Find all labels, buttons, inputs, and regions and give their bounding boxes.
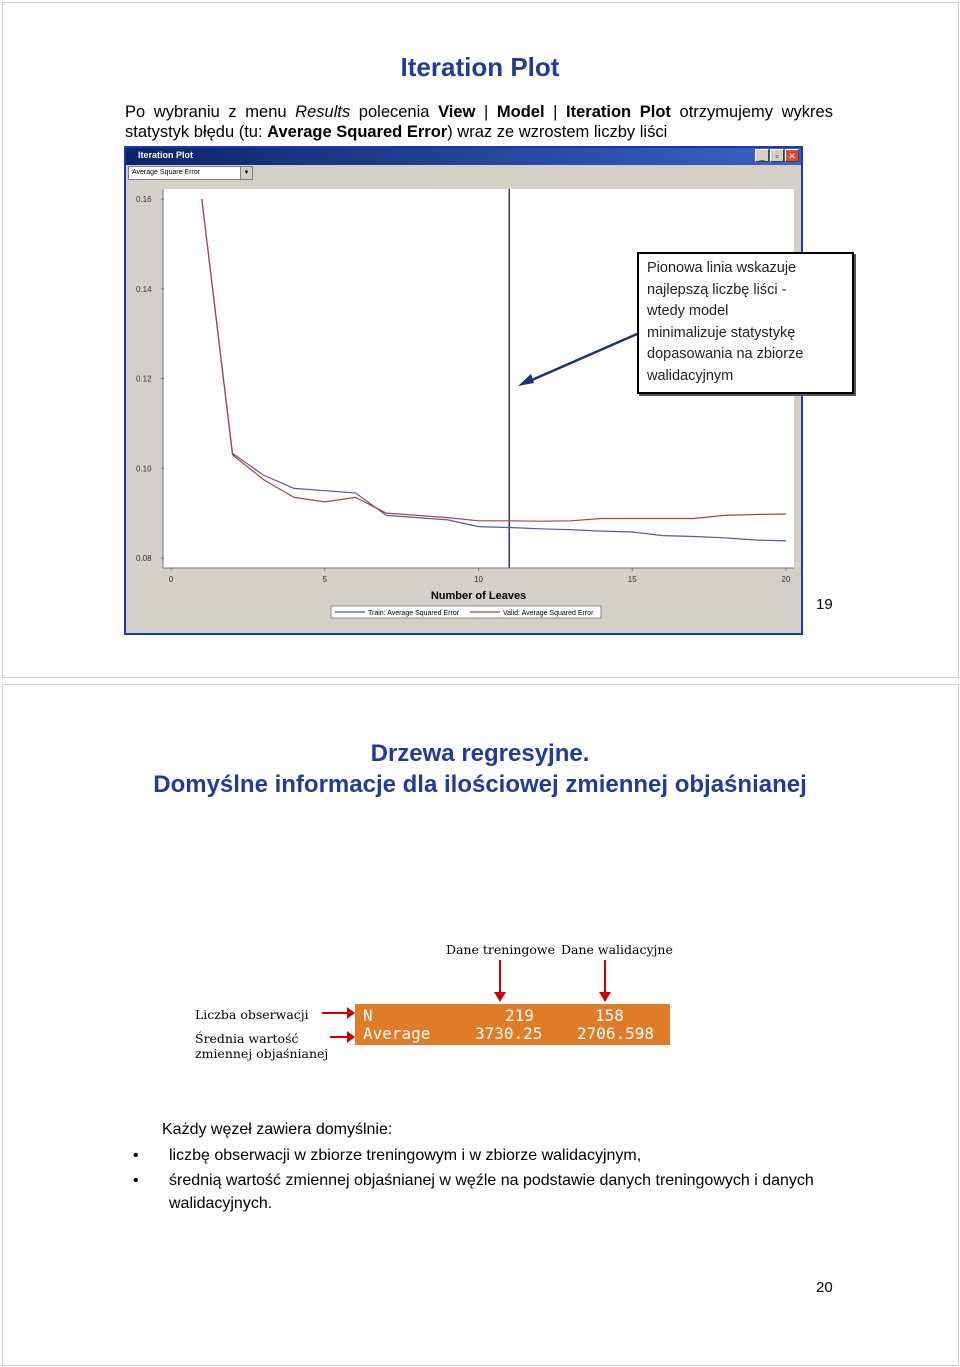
plot-area [126, 165, 804, 633]
slide2-title-line2: Domyślne informacje dla ilościowej zmiennej objaśnianej [153, 771, 807, 798]
callout-line: walidacyjnym [647, 367, 734, 384]
page-number: 20 [816, 1279, 833, 1296]
label-mean: Średnia wartość [195, 1031, 299, 1046]
y-tick-label: 0.12 [136, 374, 152, 384]
list-item: • liczbę obserwacji w zbiorze treningowym i w zbiorze walidacyjnym, [133, 1147, 642, 1164]
callout-box [637, 252, 854, 394]
callout-line: wtedy model [647, 303, 729, 319]
callout-line: Pionowa linia wskazuje [647, 260, 797, 276]
y-tick-label: 0.14 [136, 284, 152, 294]
x-tick-label: 5 [322, 575, 327, 584]
y-tick-label: 0.10 [136, 464, 152, 474]
window-title-bar[interactable] [126, 148, 801, 165]
window-title: Iteration Plot [138, 150, 194, 160]
node-description: Każdy węzeł zawiera domyślnie: [162, 1121, 393, 1138]
callout-line: dopasowania na zbiorze [647, 346, 804, 362]
x-tick-label: 10 [474, 575, 483, 584]
label-train: Dane treningowe [446, 942, 556, 957]
callout-arrow [515, 330, 640, 390]
minimize-button[interactable]: _ [755, 149, 769, 162]
legend-label: Valid: Average Squared Error [503, 610, 594, 617]
page-number: 19 [816, 596, 833, 613]
statistic-select-value: Average Square Error [132, 169, 200, 176]
y-tick-label: 0.08 [136, 554, 152, 563]
maximize-button[interactable]: ▫ [770, 149, 784, 162]
label-mean-2: zmiennej objaśnianej [195, 1046, 329, 1061]
node-stats-table [355, 1004, 670, 1045]
callout-line: minimalizuje statystykę [647, 324, 796, 341]
intro-paragraph: Po wybraniu z menu Results polecenia View | Model | Iteration Plot otrzymujemy wykres statystyk błędu (tu: Average Squared Error) wraz ze wzrostem liczby liści [125, 103, 833, 141]
close-button[interactable]: ✕ [785, 149, 799, 162]
label-valid: Dane walidacyjne [561, 942, 673, 957]
x-tick-label: 15 [627, 575, 637, 584]
x-axis-label: Number of Leaves [430, 590, 527, 602]
list-item: • średnią wartość zmiennej objaśnianej w węźle na podstawie danych treningowych i danych walidacyjnych. [133, 1172, 814, 1212]
x-tick-label: 0 [168, 575, 174, 584]
chevron-down-icon[interactable]: ▼ [240, 167, 252, 179]
x-tick-label: 20 [781, 575, 791, 584]
slide2-title-line1: Drzewa regresyjne. [370, 740, 590, 767]
table-row: N 219 158 [363, 1006, 624, 1025]
slide-title: Iteration Plot [400, 52, 560, 82]
legend-label: Train: Average Squared Error [368, 610, 460, 617]
iteration-chart [126, 165, 804, 633]
bullet-list [133, 1144, 853, 1215]
label-count: Liczba obserwacji [195, 1007, 309, 1022]
table-row: Average 3730.25 2706.598 [363, 1024, 655, 1043]
y-tick-label: 0.16 [136, 195, 152, 204]
callout-line: najlepszą liczbę liści - [647, 281, 787, 298]
